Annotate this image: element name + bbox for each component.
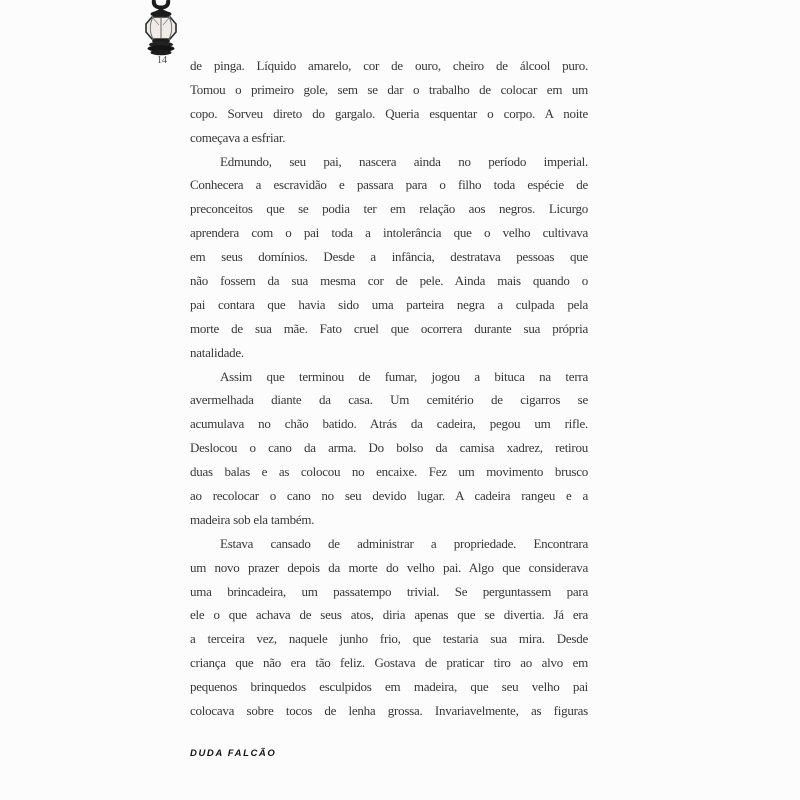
text-line: preconceitos que se podia ter em relação aos negros. Licurgo — [190, 201, 588, 217]
text-line: em seus domínios. Desde a infância, destratava pessoas que — [190, 249, 588, 265]
text-line: Estava cansado de administrar a propriedade. Encontrara — [220, 535, 588, 551]
lantern-icon — [143, 0, 179, 61]
page-number: 14 — [157, 55, 167, 66]
paragraph — [190, 54, 588, 150]
text-line: um novo prazer depois da morte do velho pai. Algo que considerava — [190, 559, 588, 575]
text-line: Deslocou o cano da arma. Do bolso da camisa xadrez, retirou — [190, 440, 588, 456]
text-line: duas balas e as colocou no encaixe. Fez um movimento brusco — [190, 464, 588, 480]
text-line: aprendera com o pai toda a intolerância que o velho cultivava — [190, 225, 588, 241]
paragraph — [190, 365, 588, 532]
text-line: Assim que terminou de fumar, jogou a bituca na terra — [220, 368, 588, 384]
paragraph — [190, 532, 588, 723]
text-line: pai contara que havia sido uma parteira negra a culpada pela — [190, 296, 588, 312]
body-text — [190, 54, 588, 723]
text-line: avermelhada diante da casa. Um cemitério de cigarros se — [190, 392, 588, 408]
text-line: copo. Sorveu direto do gargalo. Queria esquentar o corpo. A noite — [190, 105, 588, 121]
text-line: acumulava no chão batido. Atrás da cadeira, pegou um rifle. — [190, 416, 588, 432]
footer-author-name: DUDA FALCÃO — [190, 748, 277, 759]
text-line: ao recolocar o cano no seu devido lugar. A cadeira rangeu e a — [190, 488, 588, 504]
text-line: natalidade. — [190, 344, 244, 360]
text-line: começava a esfriar. — [190, 129, 286, 145]
text-line: criança que não era tão feliz. Gostava de praticar tiro ao alvo em — [190, 655, 588, 671]
text-line: de pinga. Líquido amarelo, cor de ouro, cheiro de álcool puro. — [190, 58, 588, 73]
text-line: ele o que achava de seus atos, diria apenas que se divertia. Já era — [190, 607, 588, 623]
text-line: madeira sob ela também. — [190, 511, 315, 527]
text-line: morte de sua mãe. Fato cruel que ocorrera durante sua própria — [190, 320, 588, 336]
text-line: colocava sobre tocos de lenha grossa. Invariavelmente, as figuras — [190, 703, 588, 719]
text-line: Tomou o primeiro gole, sem se dar o trabalho de colocar em um — [190, 81, 588, 97]
text-line: não fossem da sua mesma cor de pele. Ainda mais quando o — [190, 273, 588, 289]
text-line: a terceira vez, naquele junho frio, que testaria sua mira. Desde — [190, 631, 588, 647]
text-line: uma brincadeira, um passatempo trivial. Se perguntassem para — [190, 583, 588, 599]
text-line: Edmundo, seu pai, nascera ainda no período imperial. — [220, 153, 588, 169]
text-line: Conhecera a escravidão e passara para o filho toda espécie de — [190, 177, 588, 193]
text-line: pequenos brinquedos esculpidos em madeira, que seu velho pai — [190, 679, 588, 695]
paragraph — [190, 150, 588, 365]
